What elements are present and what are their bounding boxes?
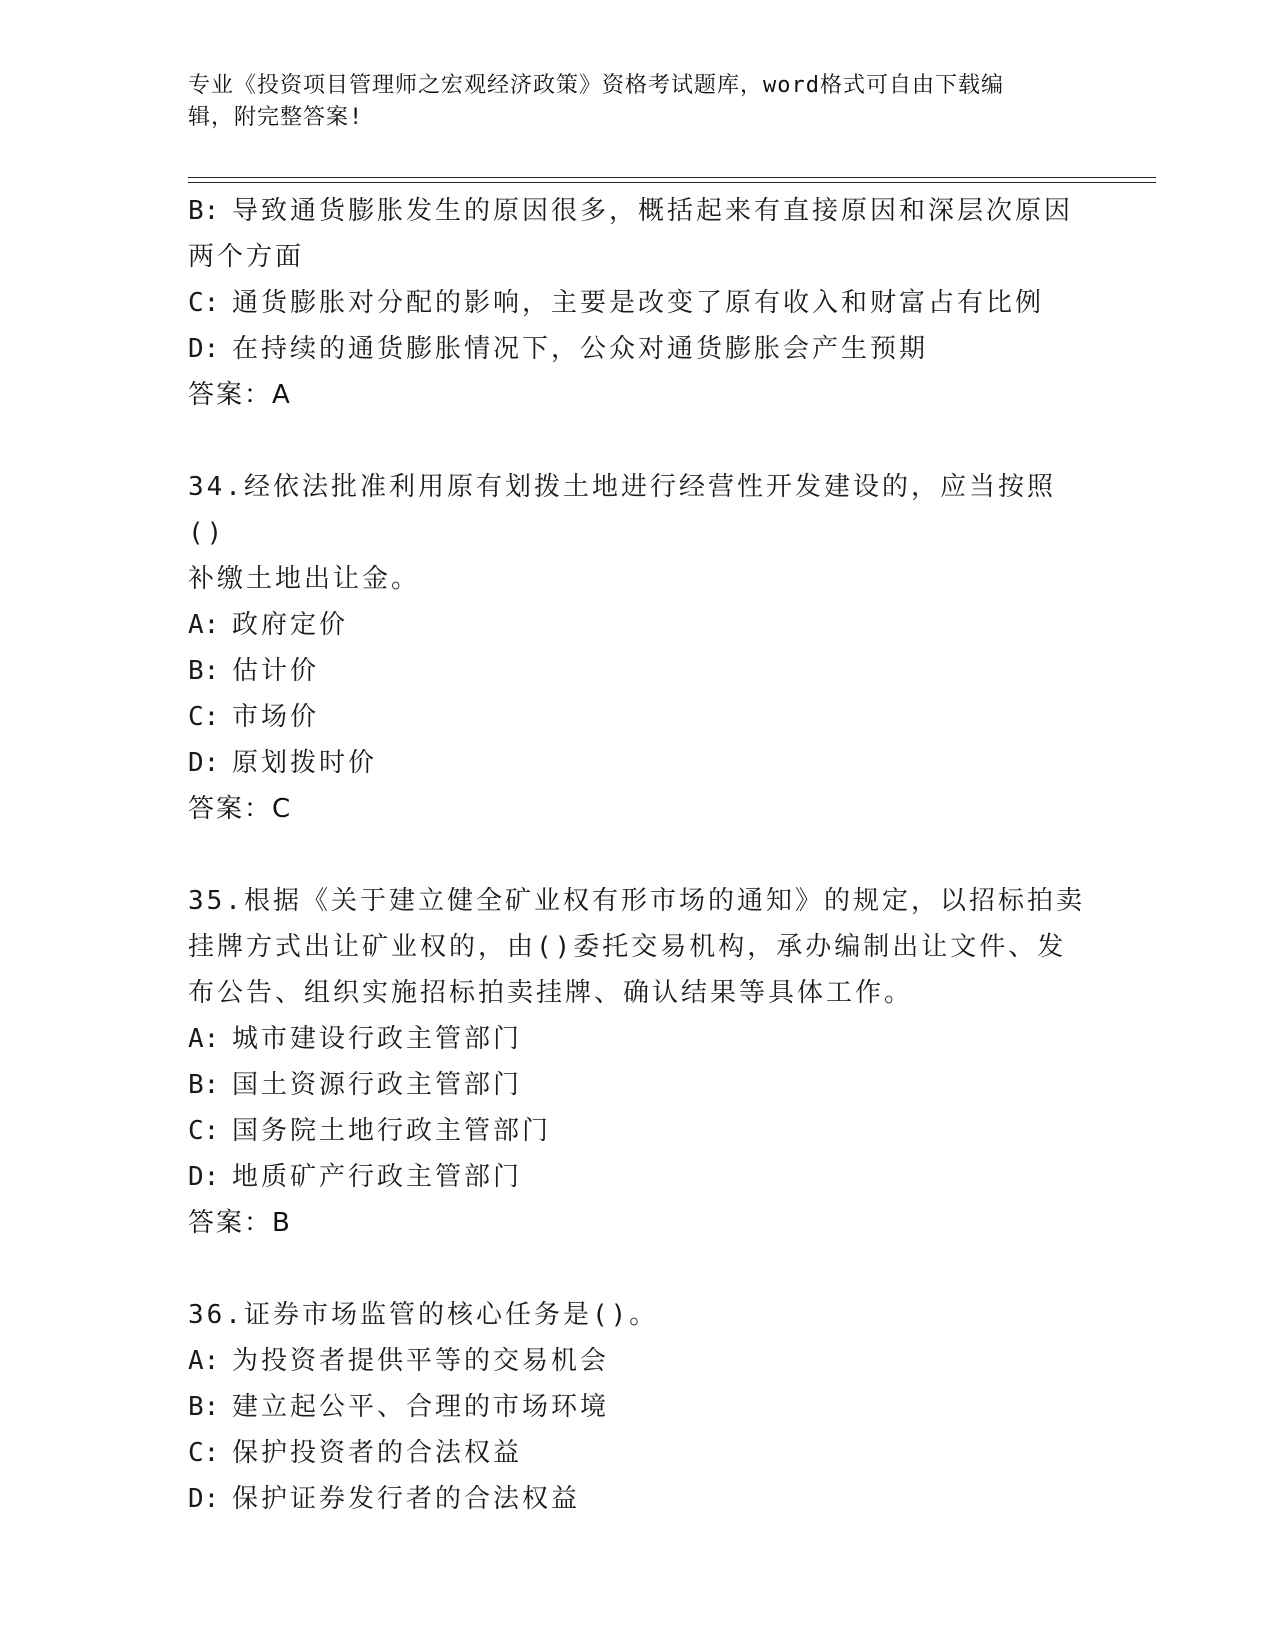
question-33-block bbox=[188, 188, 1088, 418]
option-text: 保护证券发行者的合法权益 bbox=[232, 1484, 581, 1514]
question-text-line-2: 挂牌方式出让矿业权的，由()委托交易机构，承办编制出让文件、发 bbox=[188, 932, 1067, 962]
option-prefix: A: bbox=[188, 1024, 220, 1054]
option-b bbox=[188, 1384, 1088, 1430]
option-prefix: C: bbox=[188, 288, 220, 318]
question-text-line-1: 34.经依法批准利用原有划拨土地进行经营性开发建设的，应当按照() bbox=[188, 472, 1056, 548]
option-text: 政府定价 bbox=[232, 610, 349, 640]
option-c bbox=[188, 1108, 1088, 1154]
question-text-line-3: 布公告、组织实施招标拍卖挂牌、确认结果等具体工作。 bbox=[188, 978, 914, 1008]
option-text: 市场价 bbox=[232, 702, 320, 732]
option-text: 城市建设行政主管部门 bbox=[232, 1024, 523, 1054]
question-34-block bbox=[188, 464, 1088, 832]
spacer bbox=[188, 418, 1088, 464]
option-text: 为投资者提供平等的交易机会 bbox=[232, 1346, 610, 1376]
option-a bbox=[188, 602, 1088, 648]
header-line-2: 辑，附完整答案! bbox=[188, 105, 364, 130]
option-b bbox=[188, 188, 1088, 234]
option-text: 建立起公平、合理的市场环境 bbox=[232, 1392, 610, 1422]
header-rule-bottom bbox=[188, 182, 1156, 183]
option-a bbox=[188, 1338, 1088, 1384]
answer-line: 答案：C bbox=[188, 794, 293, 824]
option-prefix: D: bbox=[188, 748, 220, 778]
option-text: 保护投资者的合法权益 bbox=[232, 1438, 523, 1468]
option-prefix: C: bbox=[188, 1438, 220, 1468]
option-prefix: A: bbox=[188, 1346, 220, 1376]
option-prefix: B: bbox=[188, 1392, 220, 1422]
question-text-line-2: 补缴土地出让金。 bbox=[188, 564, 421, 594]
option-prefix: C: bbox=[188, 702, 220, 732]
option-prefix: D: bbox=[188, 1484, 220, 1514]
option-c bbox=[188, 1430, 1088, 1476]
option-b-continued: 两个方面 bbox=[188, 242, 305, 272]
answer-line: 答案：B bbox=[188, 1208, 292, 1238]
question-35-block bbox=[188, 878, 1088, 1246]
option-prefix: A: bbox=[188, 610, 220, 640]
option-prefix: B: bbox=[188, 1070, 220, 1100]
option-prefix: C: bbox=[188, 1116, 220, 1146]
option-c bbox=[188, 694, 1088, 740]
option-b bbox=[188, 648, 1088, 694]
option-prefix: D: bbox=[188, 1162, 220, 1192]
option-text: 导致通货膨胀发生的原因很多，概括起来有直接原因和深层次原因 bbox=[232, 196, 1074, 226]
header-rule-top bbox=[188, 177, 1156, 178]
spacer bbox=[188, 1246, 1088, 1292]
option-a bbox=[188, 1016, 1088, 1062]
option-prefix: B: bbox=[188, 656, 220, 686]
option-text: 原划拨时价 bbox=[232, 748, 378, 778]
option-prefix: D: bbox=[188, 334, 220, 364]
option-d bbox=[188, 740, 1088, 786]
option-prefix: B: bbox=[188, 196, 220, 226]
option-text: 国土资源行政主管部门 bbox=[232, 1070, 523, 1100]
question-text-line-1: 35.根据《关于建立健全矿业权有形市场的通知》的规定，以招标拍卖 bbox=[188, 886, 1085, 916]
question-36-block bbox=[188, 1292, 1088, 1522]
document-header bbox=[188, 70, 1088, 134]
question-text-line-1: 36.证券市场监管的核心任务是()。 bbox=[188, 1300, 659, 1330]
option-text: 在持续的通货膨胀情况下，公众对通货膨胀会产生预期 bbox=[232, 334, 929, 364]
option-c bbox=[188, 280, 1088, 326]
option-d bbox=[188, 1476, 1088, 1522]
option-text: 估计价 bbox=[232, 656, 320, 686]
answer-line: 答案：A bbox=[188, 380, 292, 410]
option-text: 国务院土地行政主管部门 bbox=[232, 1116, 552, 1146]
option-b bbox=[188, 1062, 1088, 1108]
option-text: 地质矿产行政主管部门 bbox=[232, 1162, 523, 1192]
option-text: 通货膨胀对分配的影响，主要是改变了原有收入和财富占有比例 bbox=[232, 288, 1045, 318]
header-line-1: 专业《投资项目管理师之宏观经济政策》资格考试题库，word格式可自由下载编 bbox=[188, 73, 1004, 98]
spacer bbox=[188, 832, 1088, 878]
option-d bbox=[188, 1154, 1088, 1200]
option-d bbox=[188, 326, 1088, 372]
question-content bbox=[188, 188, 1088, 1522]
